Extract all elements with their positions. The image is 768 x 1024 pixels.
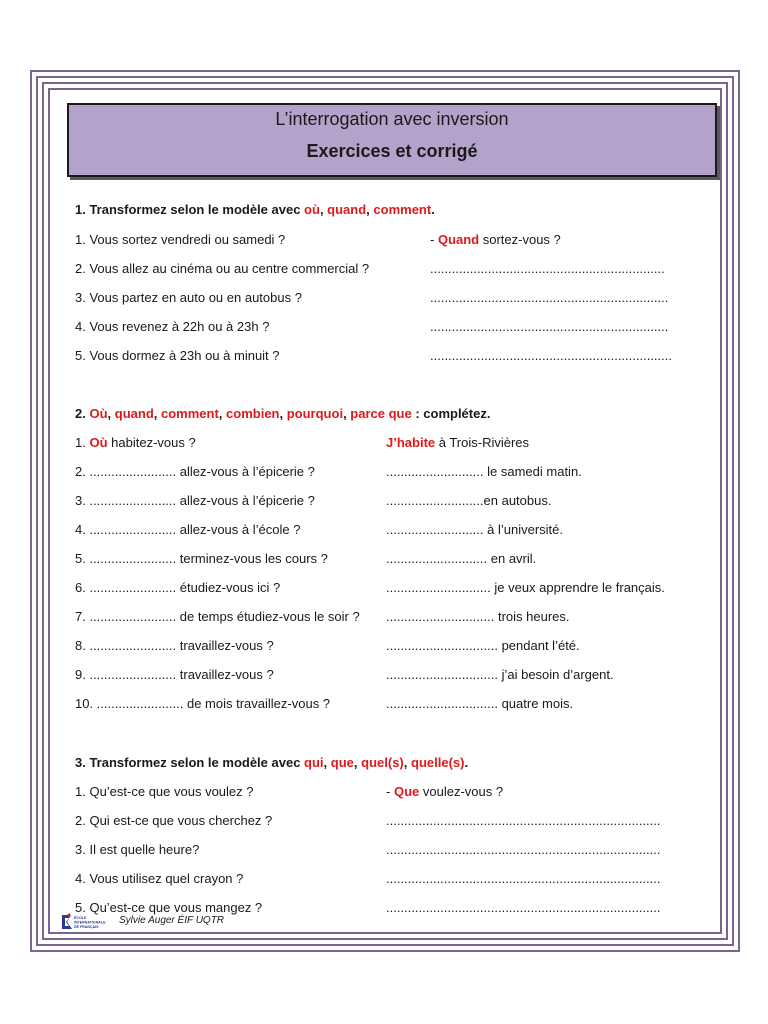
- s2-answer-8[interactable]: ............................... pendant l’été.: [386, 638, 580, 653]
- s2-answer-7[interactable]: .............................. trois heures.: [386, 609, 570, 624]
- svg-text:ÉCOLE: ÉCOLE: [74, 916, 87, 920]
- school-logo-icon: [60, 912, 114, 932]
- s2-answer-4[interactable]: ........................... à l’université.: [386, 522, 563, 537]
- s1-answer-5[interactable]: ...................................................................: [430, 348, 672, 363]
- s2-answer-9[interactable]: ............................... j’ai besoin d’argent.: [386, 667, 614, 682]
- section-1-heading: 1. Transformez selon le modèle avec où, quand, comment.: [75, 202, 435, 217]
- school-logo: [60, 912, 114, 932]
- s2-question-8[interactable]: 8. ........................ travaillez-vous ?: [75, 638, 274, 653]
- svg-text:INTERNATIONALE: INTERNATIONALE: [74, 920, 106, 925]
- s3-question-4: 4. Vous utilisez quel crayon ?: [75, 871, 244, 886]
- s1-question-1: 1. Vous sortez vendredi ou samedi ?: [75, 232, 286, 247]
- s1-answer-4[interactable]: ..................................................................: [430, 319, 669, 334]
- s1-question-3: 3. Vous partez en auto ou en autobus ?: [75, 290, 302, 305]
- svg-text:DE FRANÇAIS: DE FRANÇAIS: [74, 925, 99, 929]
- s1-answer-2[interactable]: .................................................................: [430, 261, 665, 276]
- s3-answer-2[interactable]: ............................................................................: [386, 813, 661, 828]
- s2-question-2[interactable]: 2. ........................ allez-vous à l’épicerie ?: [75, 464, 315, 479]
- s2-answer-3[interactable]: ...........................en autobus.: [386, 493, 552, 508]
- s1-answer-1: - Quand sortez-vous ?: [430, 232, 561, 247]
- s2-question-4[interactable]: 4. ........................ allez-vous à l’école ?: [75, 522, 301, 537]
- s3-question-2: 2. Qui est-ce que vous cherchez ?: [75, 813, 273, 828]
- s3-answer-1: - Que voulez-vous ?: [386, 784, 504, 799]
- s2-answer-1: J’habite à Trois-Rivières: [386, 435, 530, 450]
- s2-answer-5[interactable]: ............................ en avril.: [386, 551, 537, 566]
- section-3-heading: 3. Transformez selon le modèle avec qui, que, quel(s), quelle(s).: [75, 755, 469, 770]
- s3-answer-4[interactable]: ............................................................................: [386, 871, 661, 886]
- s1-answer-3[interactable]: ..................................................................: [430, 290, 669, 305]
- s3-question-5: 5. Qu’est-ce que vous mangez ?: [75, 900, 263, 915]
- footer-credit: Sylvie Auger ÉIF UQTR: [119, 915, 225, 926]
- page-title: L’interrogation avec inversion: [275, 109, 509, 129]
- s3-question-3: 3. Il est quelle heure?: [75, 842, 200, 857]
- s2-answer-2[interactable]: ........................... le samedi matin.: [386, 464, 582, 479]
- s2-answer-10[interactable]: ............................... quatre mois.: [386, 696, 574, 711]
- s1-question-5: 5. Vous dormez à 23h ou à minuit ?: [75, 348, 280, 363]
- s2-question-3[interactable]: 3. ........................ allez-vous à l’épicerie ?: [75, 493, 315, 508]
- page-subtitle: Exercices et corrigé: [306, 141, 478, 161]
- s2-question-10[interactable]: 10. ........................ de mois travaillez-vous ?: [75, 696, 331, 711]
- s2-question-1: 1. Où habitez-vous ?: [75, 435, 196, 450]
- title-box: [67, 103, 717, 177]
- s1-question-4: 4. Vous revenez à 22h ou à 23h ?: [75, 319, 270, 334]
- s3-answer-3[interactable]: ............................................................................: [386, 842, 661, 857]
- s2-question-9[interactable]: 9. ........................ travaillez-vous ?: [75, 667, 274, 682]
- section-2-heading: 2. Où, quand, comment, combien, pourquoi, parce que : complétez.: [75, 406, 491, 421]
- s1-question-2: 2. Vous allez au cinéma ou au centre commercial ?: [75, 261, 370, 276]
- s3-answer-5[interactable]: ............................................................................: [386, 900, 661, 915]
- s2-question-7[interactable]: 7. ........................ de temps étudiez-vous le soir ?: [75, 609, 360, 624]
- s2-question-5[interactable]: 5. ........................ terminez-vous les cours ?: [75, 551, 328, 566]
- s2-answer-6[interactable]: ............................. je veux apprendre le français.: [386, 580, 665, 595]
- s2-question-6[interactable]: 6. ........................ étudiez-vous ici ?: [75, 580, 281, 595]
- s3-question-1: 1. Qu’est-ce que vous voulez ?: [75, 784, 254, 799]
